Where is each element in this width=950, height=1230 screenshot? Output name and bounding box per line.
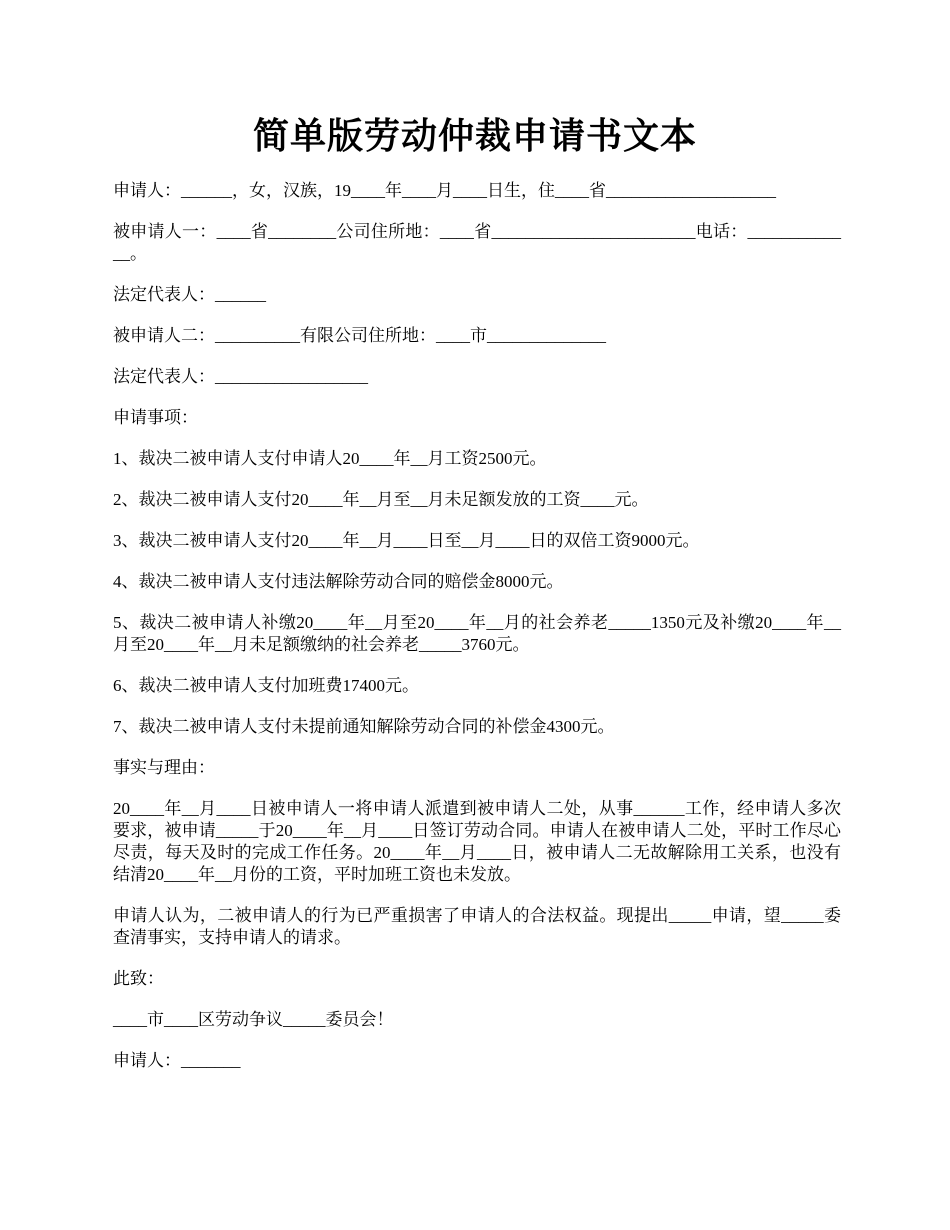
opinion-paragraph: 申请人认为，二被申请人的行为已严重损害了申请人的合法权益。现提出_____申请，望_____委查清事实，支持申请人的请求。 [113, 906, 841, 947]
salutation: 此致： [113, 969, 164, 988]
facts-paragraph: 20____年__月____日被申请人一将申请人派遣到被申请人二处，从事______工作，经申请人多次要求，被申请_____于20____年__月____日签订劳动合同。申请人在被申请人二处，平时工作尽心尽责，每天及时的完成工作任务。20____年__月____日，被申请人二无故解除用工关系，也没有结清20____年__月份的工资，平时加班工资也未发放。 [113, 799, 841, 884]
facts-heading: 事实与理由： [113, 758, 215, 777]
recipient-line: ____市____区劳动争议_____委员会！ [113, 1010, 394, 1029]
claim-item-7: 7、裁决二被申请人支付未提前通知解除劳动合同的补偿金4300元。 [113, 717, 615, 736]
claim-item-4: 4、裁决二被申请人支付违法解除劳动合同的赔偿金8000元。 [113, 572, 564, 591]
respondent-one-paragraph: 被申请人一：____省________公司住所地：____省________________________电话：_____________。 [113, 222, 841, 263]
legal-rep-two-paragraph: 法定代表人：__________________ [113, 367, 368, 386]
claims-heading: 申请事项： [113, 408, 198, 427]
document-title: 简单版劳动仲裁申请书文本 [252, 116, 697, 157]
respondent-two-paragraph: 被申请人二：__________有限公司住所地：____市______________ [113, 326, 606, 345]
claim-item-6: 6、裁决二被申请人支付加班费17400元。 [113, 676, 419, 695]
document-body [113, 180, 841, 1091]
applicant-paragraph: 申请人：______，女，汉族，19____年____月____日生，住____省____________________ [113, 181, 776, 200]
signature-line: 申请人：_______ [113, 1051, 241, 1070]
claim-item-2: 2、裁决二被申请人支付20____年__月至__月未足额发放的工资____元。 [113, 490, 649, 509]
claim-item-1: 1、裁决二被申请人支付申请人20____年__月工资2500元。 [113, 449, 547, 468]
legal-rep-one-paragraph: 法定代表人：______ [113, 285, 266, 304]
claim-item-3: 3、裁决二被申请人支付20____年__月____日至__月____日的双倍工资9000元。 [113, 531, 700, 550]
claim-item-5: 5、裁决二被申请人补缴20____年__月至20____年__月的社会养老_____1350元及补缴20____年__月至20____年__月未足额缴纳的社会养老_____3760元。 [113, 613, 841, 654]
